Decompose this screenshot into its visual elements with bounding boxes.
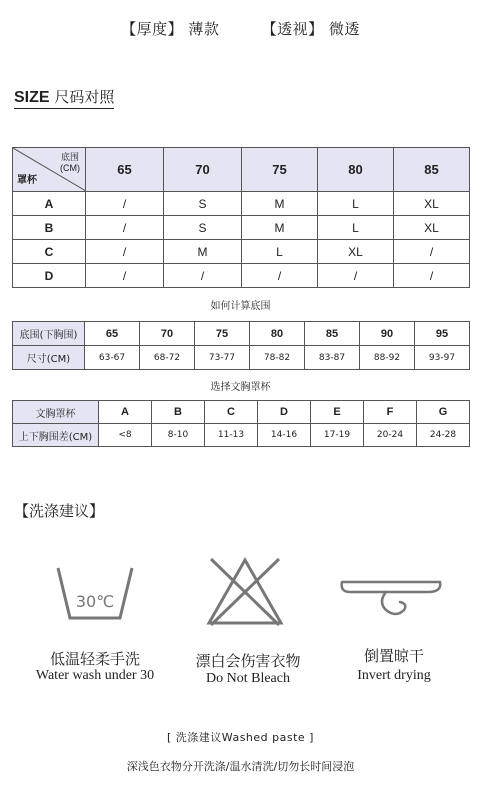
- cup-label: C: [13, 240, 86, 264]
- band-value: 85: [305, 322, 360, 346]
- size-cell: /: [318, 264, 394, 288]
- size-cell: /: [86, 264, 164, 288]
- cup-row: [13, 401, 470, 424]
- cup-value: G: [417, 401, 470, 424]
- size-cell: /: [86, 192, 164, 216]
- wash-heading: 【洗涤建议】: [14, 502, 105, 520]
- transparency-label: 【透视】: [261, 20, 324, 38]
- band-value: 75: [195, 322, 250, 346]
- band-header: 70: [164, 148, 242, 192]
- care-label-cn: 漂白会伤害衣物: [195, 652, 301, 670]
- thickness-label: 【厚度】: [121, 20, 184, 38]
- band-range: 83-87: [305, 346, 360, 370]
- wash-footer-note: 深浅色衣物分开洗涤/温水清洗/切勿长时间浸泡: [126, 760, 355, 773]
- size-cell: /: [86, 240, 164, 264]
- band-range: 73-77: [195, 346, 250, 370]
- cup-diff: <8: [99, 424, 152, 447]
- size-cell: /: [164, 264, 242, 288]
- cup-diff: 24-28: [417, 424, 470, 447]
- size-cell: XL: [394, 192, 470, 216]
- band-value: 90: [360, 322, 415, 346]
- size-chart-row: [13, 264, 470, 288]
- band-range: 63-67: [85, 346, 140, 370]
- hang-inverted-icon: [336, 572, 446, 624]
- band-row-label: 底围(下胸围): [13, 322, 85, 346]
- wash-footer-caption: [ 洗涤建议Washed paste ]: [167, 731, 314, 744]
- band-table: [12, 321, 470, 370]
- cup-diff: 14-16: [258, 424, 311, 447]
- corner-cup-label: 罩杯: [17, 175, 37, 186]
- band-caption: 如何计算底围: [210, 301, 271, 312]
- band-range: 68-72: [140, 346, 195, 370]
- size-cell: L: [318, 192, 394, 216]
- transparency-value: 微透: [328, 20, 360, 38]
- cup-diff: 17-19: [311, 424, 364, 447]
- corner-band-label: 底围 (CM): [60, 152, 80, 173]
- care-label-en: Do Not Bleach: [206, 671, 290, 686]
- band-range: 93-97: [415, 346, 470, 370]
- size-chart-corner-cell: [13, 148, 86, 192]
- size-chart-header-row: [13, 148, 470, 192]
- band-header: 65: [86, 148, 164, 192]
- cup-label: B: [13, 216, 86, 240]
- cup-value: B: [152, 401, 205, 424]
- band-range: 88-92: [360, 346, 415, 370]
- wash-basin-30-icon: [55, 565, 135, 623]
- band-value: 65: [85, 322, 140, 346]
- cup-value: F: [364, 401, 417, 424]
- wash-temp-text: 30℃: [75, 592, 115, 611]
- size-cell: /: [86, 216, 164, 240]
- cup-label: A: [13, 192, 86, 216]
- size-cell: XL: [394, 216, 470, 240]
- band-header: 85: [394, 148, 470, 192]
- attributes-line: [0, 18, 481, 39]
- cup-value: A: [99, 401, 152, 424]
- cup-value: E: [311, 401, 364, 424]
- band-header: 75: [242, 148, 318, 192]
- size-heading-cn: 尺码对照: [54, 88, 115, 106]
- size-cell: M: [242, 216, 318, 240]
- cup-diff: 8-10: [152, 424, 205, 447]
- size-cell: L: [318, 216, 394, 240]
- size-cell: M: [242, 192, 318, 216]
- thickness-value: 薄款: [188, 20, 220, 38]
- cup-caption: 选择文胸罩杯: [210, 382, 271, 393]
- band-range: 78-82: [250, 346, 305, 370]
- size-cell: M: [164, 240, 242, 264]
- size-cell: /: [242, 264, 318, 288]
- cup-diff-label: 上下胸围差(CM): [13, 424, 99, 447]
- band-range-row: [13, 346, 470, 370]
- band-value: 70: [140, 322, 195, 346]
- size-cell: /: [394, 264, 470, 288]
- band-range-label: 尺寸(CM): [13, 346, 85, 370]
- cup-label: D: [13, 264, 86, 288]
- size-cell: S: [164, 216, 242, 240]
- band-header: 80: [318, 148, 394, 192]
- size-chart-row: [13, 192, 470, 216]
- care-label-cn: 低温轻柔手洗: [49, 650, 140, 668]
- size-chart-row: [13, 240, 470, 264]
- band-value: 80: [250, 322, 305, 346]
- band-value: 95: [415, 322, 470, 346]
- care-label-en: Invert drying: [357, 668, 431, 683]
- size-heading: [14, 86, 114, 109]
- cup-table: [12, 400, 470, 447]
- size-cell: XL: [318, 240, 394, 264]
- cup-value: C: [205, 401, 258, 424]
- size-chart-row: [13, 216, 470, 240]
- cup-value: D: [258, 401, 311, 424]
- size-cell: L: [242, 240, 318, 264]
- size-heading-en: SIZE: [14, 89, 50, 106]
- cup-row-label: 文胸罩杯: [13, 401, 99, 424]
- cup-diff: 20-24: [364, 424, 417, 447]
- care-label-en: Water wash under 30: [35, 668, 155, 683]
- cup-diff: 11-13: [205, 424, 258, 447]
- band-row: [13, 322, 470, 346]
- no-bleach-icon: [205, 555, 285, 627]
- cup-diff-row: [13, 424, 470, 447]
- size-cell: S: [164, 192, 242, 216]
- size-chart-table: [12, 147, 470, 288]
- care-label-cn: 倒置晾干: [363, 647, 424, 665]
- size-cell: /: [394, 240, 470, 264]
